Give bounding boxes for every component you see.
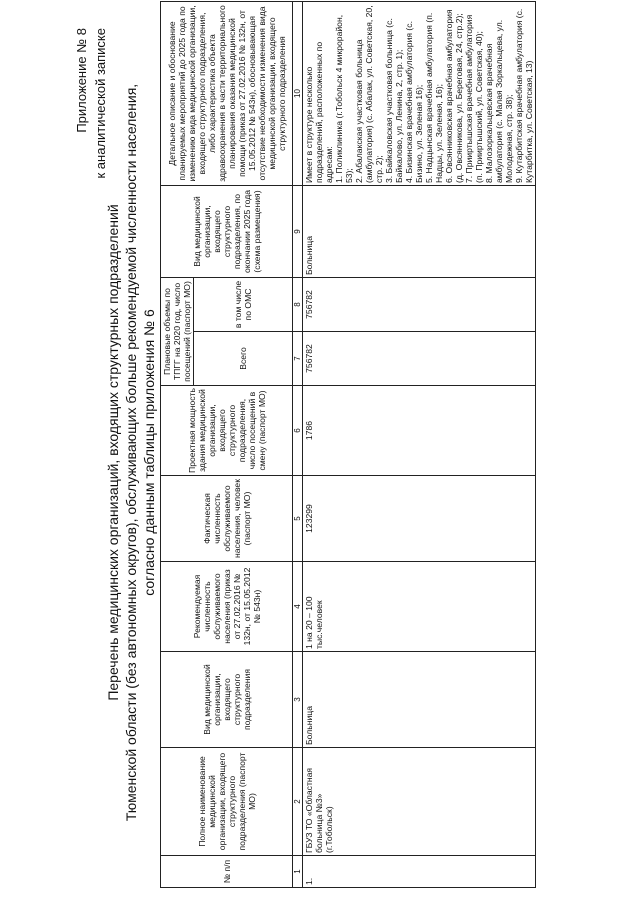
column-number: 8	[293, 278, 303, 332]
organization-name: ГБУЗ ТО «Областная больница №3» (г.Тобольск)	[303, 748, 536, 856]
header-planned-volumes: Плановые объемы по ТПГГ на 2020 год, число посещений (паспорт МО)	[161, 278, 194, 386]
header-actual-population: Фактическая численность обслуживаемого населения, человек (паспорт МО)	[161, 476, 293, 562]
address-list	[334, 4, 534, 183]
header-description: Детальное описание и обоснование планируемых мероприятий до 2025 года по изменению вида медицинской организации, входящего структурного подразделения, либо характеристика объекта здравоохранения в части территориального планирования оказания медицинской помощи (приказ от 27.02.2016 № 132н, от 15.05.2012 № 543н), обосновывающая отсутствие необходимости изменения вида медицинской организации, входящего структурного подразделения	[161, 2, 293, 186]
address-item: 5. Надцынская врачебная амбулатория (п. Надцы, ул. Зеленая, 16);	[424, 12, 444, 183]
title-line-3: согласно данным таблицы приложения № 6	[141, 309, 157, 596]
address-item: 3. Байкаловская участковая больница (с. Байкалово, ул. Ленина, 2, стр. 1);	[384, 18, 404, 183]
address-item: 8. Малозоркальцевская врачебная амбулатория (с. Малая Зоркальцева, ул. Молодежная, стр. 38);	[484, 19, 514, 183]
column-number: 4	[293, 562, 303, 652]
column-number: 6	[293, 386, 303, 476]
description-intro: Имеет в структуре несколько подразделений, расположенных по адресам:	[304, 41, 334, 183]
column-number: 1	[293, 856, 303, 888]
row-number: 1.	[303, 856, 536, 888]
column-number: 9	[293, 186, 303, 278]
planned-oms: 756782	[303, 278, 536, 332]
recommended-population: 1 на 20 – 100 тыс.человек	[303, 562, 536, 652]
address-item: 1. Поликлиника (г.Тобольск 4 микрорайон, 53);	[334, 14, 354, 183]
organizations-table	[160, 1, 536, 888]
header-full-name: Полное наименование медицинской организации, входящего структурного подразделения (паспорт МО)	[161, 748, 293, 856]
header-design-capacity: Проектная мощность здания медицинской организации, входящего структурного подразделения, число посещений в смену (паспорт МО)	[161, 386, 293, 476]
column-number-row	[293, 2, 303, 888]
header-org-type: Вид медицинской организации, входящего структурного подразделения	[161, 652, 293, 748]
title-line-1: Перечень медицинских организаций, входящих структурных подразделений	[105, 204, 121, 701]
header-type-2025: Вид медицинской организации, входящего структурного подразделения, по окончании 2025 года (схема размещения)	[161, 186, 293, 278]
header-oms: в том числе по ОМС	[194, 278, 293, 332]
description-cell	[303, 2, 536, 186]
header-recommended-population: Рекомендуемая численность обслуживаемого населения (приказ от 27.02.2016 № 132н, от 15.05.2012 № 543н)	[161, 562, 293, 652]
column-number: 3	[293, 652, 303, 748]
organization-type-2025: Больница	[303, 186, 536, 278]
address-item: 9. Кутарбитская врачебная амбулатория (с. Кутарбитка, ул. Советская, 13)	[514, 8, 534, 183]
document-title	[104, 0, 158, 905]
column-number: 2	[293, 748, 303, 856]
title-line-2: Тюменской области (без автономных округов), обслуживающих больше рекомендуемой численности населения,	[123, 83, 139, 822]
column-number: 5	[293, 476, 303, 562]
design-capacity: 1786	[303, 386, 536, 476]
address-item: 4. Бизинская врачебная амбулатория (с. Бизино, ул. Зеленая 16);	[404, 21, 424, 183]
column-number: 10	[293, 2, 303, 186]
header-total: Всего	[194, 332, 293, 386]
appendix-reference: к аналитической записке	[93, 28, 108, 179]
address-item: 6. Овсянниковская врачебная амбулатория (д. Овсянникова, ул. Береговая, 24, стр.2);	[444, 9, 464, 183]
organization-type: Больница	[303, 652, 536, 748]
column-number: 7	[293, 332, 303, 386]
address-item: 7. Прииртышская врачебная амбулатория (п. Прииртышский, ул. Советская, 40);	[464, 14, 484, 183]
appendix-number: Приложение № 8	[74, 28, 89, 133]
header-num: № п/п	[161, 856, 293, 888]
table-row	[303, 2, 536, 888]
address-item: 2. Абалакская участковая больница (амбулатория) (с. Абалак, ул. Советская, 20, стр. 2);	[354, 5, 384, 183]
actual-population: 123299	[303, 476, 536, 562]
planned-total: 756782	[303, 332, 536, 386]
